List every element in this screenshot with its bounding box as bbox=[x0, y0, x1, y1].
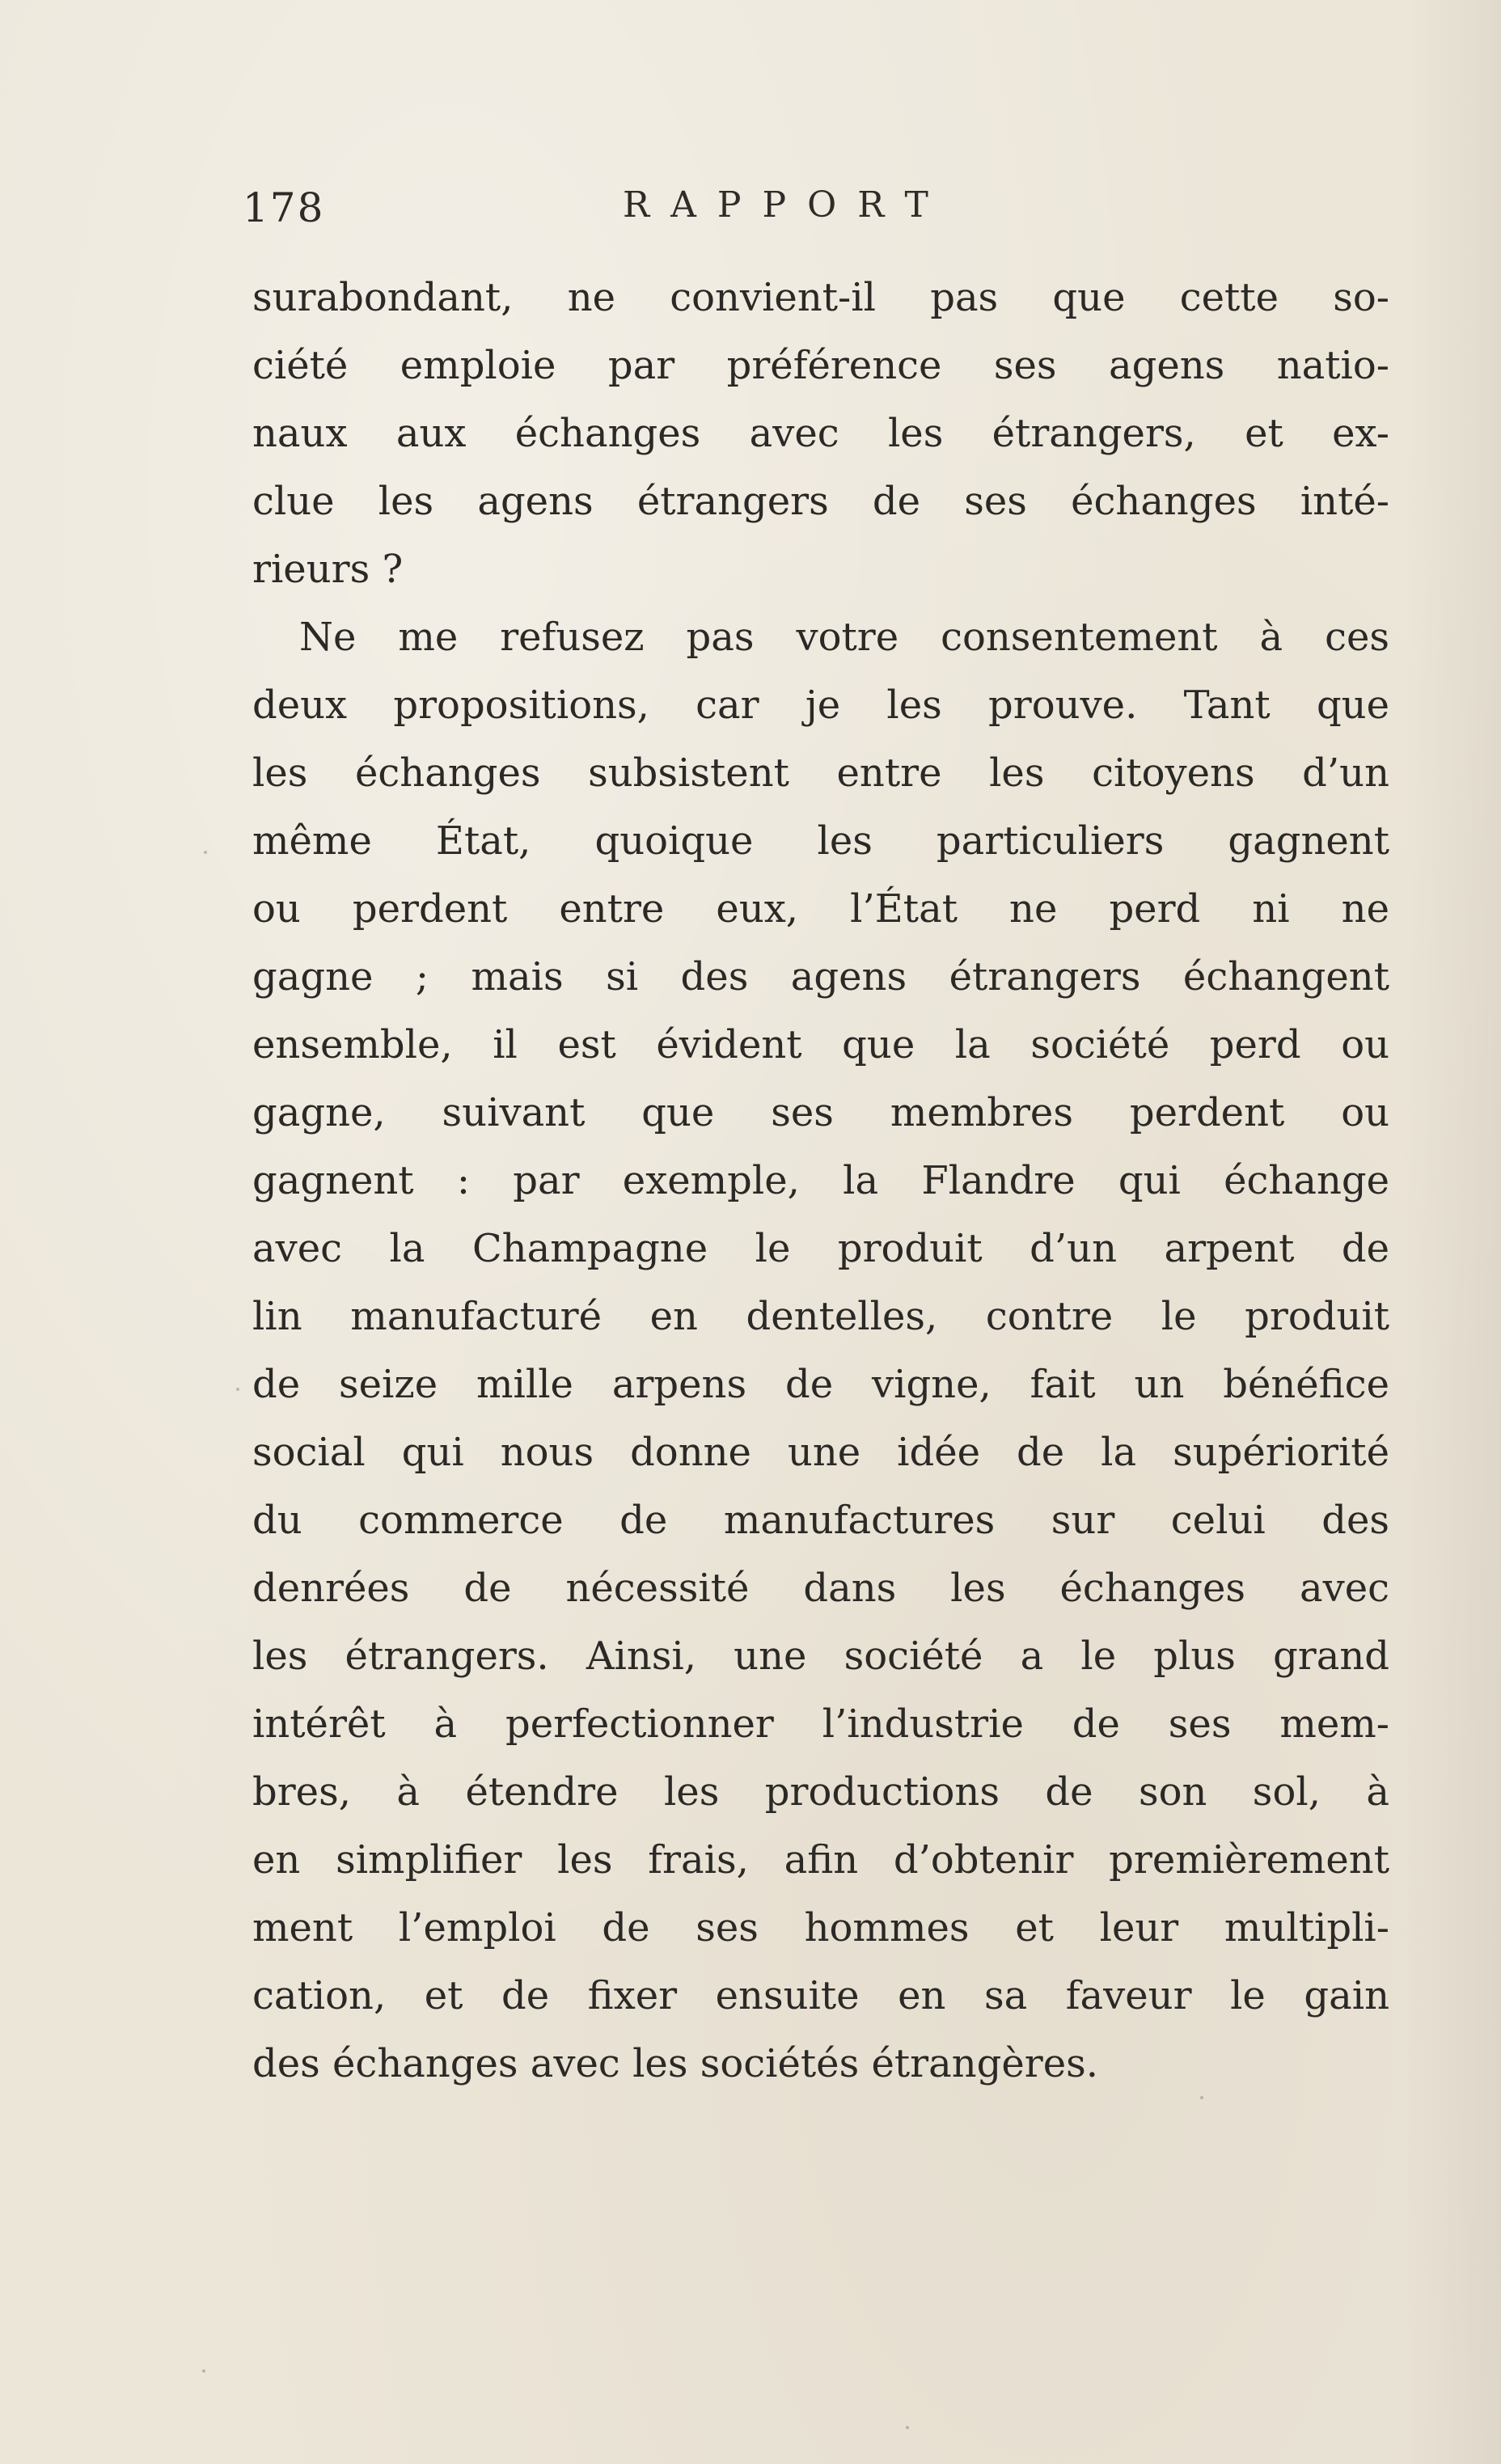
text-line: naux aux échanges avec les étrangers, et ex- bbox=[252, 411, 1389, 456]
text-line: gagne ; mais si des agens étrangers échangent bbox=[252, 954, 1389, 1000]
text-line: ou perdent entre eux, l’État ne perd ni ne bbox=[252, 886, 1389, 932]
paper-speck bbox=[236, 1388, 239, 1391]
text-line: cation, et de fixer ensuite en sa faveur le gain bbox=[252, 1973, 1389, 2018]
text-line: de seize mille arpens de vigne, fait un bénéfice bbox=[252, 1362, 1389, 1407]
text-line: surabondant, ne convient-il pas que cette so- bbox=[252, 275, 1389, 320]
page-number: 178 bbox=[243, 184, 325, 231]
text-line: social qui nous donne une idée de la supériorité bbox=[252, 1430, 1389, 1475]
text-line: ensemble, il est évident que la société perd ou bbox=[252, 1022, 1389, 1067]
text-line: bres, à étendre les productions de son sol, à bbox=[252, 1769, 1389, 1815]
text-line: lin manufacturé en dentelles, contre le produit bbox=[252, 1294, 1389, 1339]
text-line: ment l’emploi de ses hommes et leur multipli- bbox=[252, 1905, 1389, 1950]
text-line: les étrangers. Ainsi, une société a le plus grand bbox=[252, 1634, 1389, 1679]
text-line: même État, quoique les particuliers gagnent bbox=[252, 818, 1389, 864]
text-line: en simplifier les frais, afin d’obtenir premièrement bbox=[252, 1837, 1389, 1883]
text-line: gagnent : par exemple, la Flandre qui échange bbox=[252, 1158, 1389, 1203]
body-text bbox=[252, 264, 1389, 2098]
text-line: denrées de nécessité dans les échanges avec bbox=[252, 1566, 1389, 1611]
running-title: RAPPORT bbox=[623, 184, 949, 226]
paragraph-start-line: Ne me refusez pas votre consentement à ces bbox=[299, 615, 1389, 660]
paper-speck bbox=[204, 851, 207, 854]
text-line: clue les agens étrangers de ses échanges inté- bbox=[252, 479, 1389, 524]
running-head bbox=[243, 184, 1391, 257]
paper-speck bbox=[906, 2426, 909, 2429]
text-line: avec la Champagne le produit d’un arpent de bbox=[252, 1226, 1389, 1271]
paper-speck bbox=[202, 2369, 205, 2373]
text-line: intérêt à perfectionner l’industrie de ses mem- bbox=[252, 1701, 1389, 1747]
text-line: rieurs ? bbox=[252, 547, 404, 592]
text-line: ciété emploie par préférence ses agens natio- bbox=[252, 343, 1389, 388]
text-line: du commerce de manufactures sur celui des bbox=[252, 1498, 1389, 1543]
text-line: deux propositions, car je les prouve. Tant que bbox=[252, 683, 1389, 728]
text-line: des échanges avec les sociétés étrangères. bbox=[252, 2041, 1099, 2086]
page-gutter-shadow bbox=[1404, 0, 1501, 2464]
text-line: gagne, suivant que ses membres perdent ou bbox=[252, 1090, 1389, 1135]
text-line: les échanges subsistent entre les citoyens d’un bbox=[252, 750, 1389, 796]
